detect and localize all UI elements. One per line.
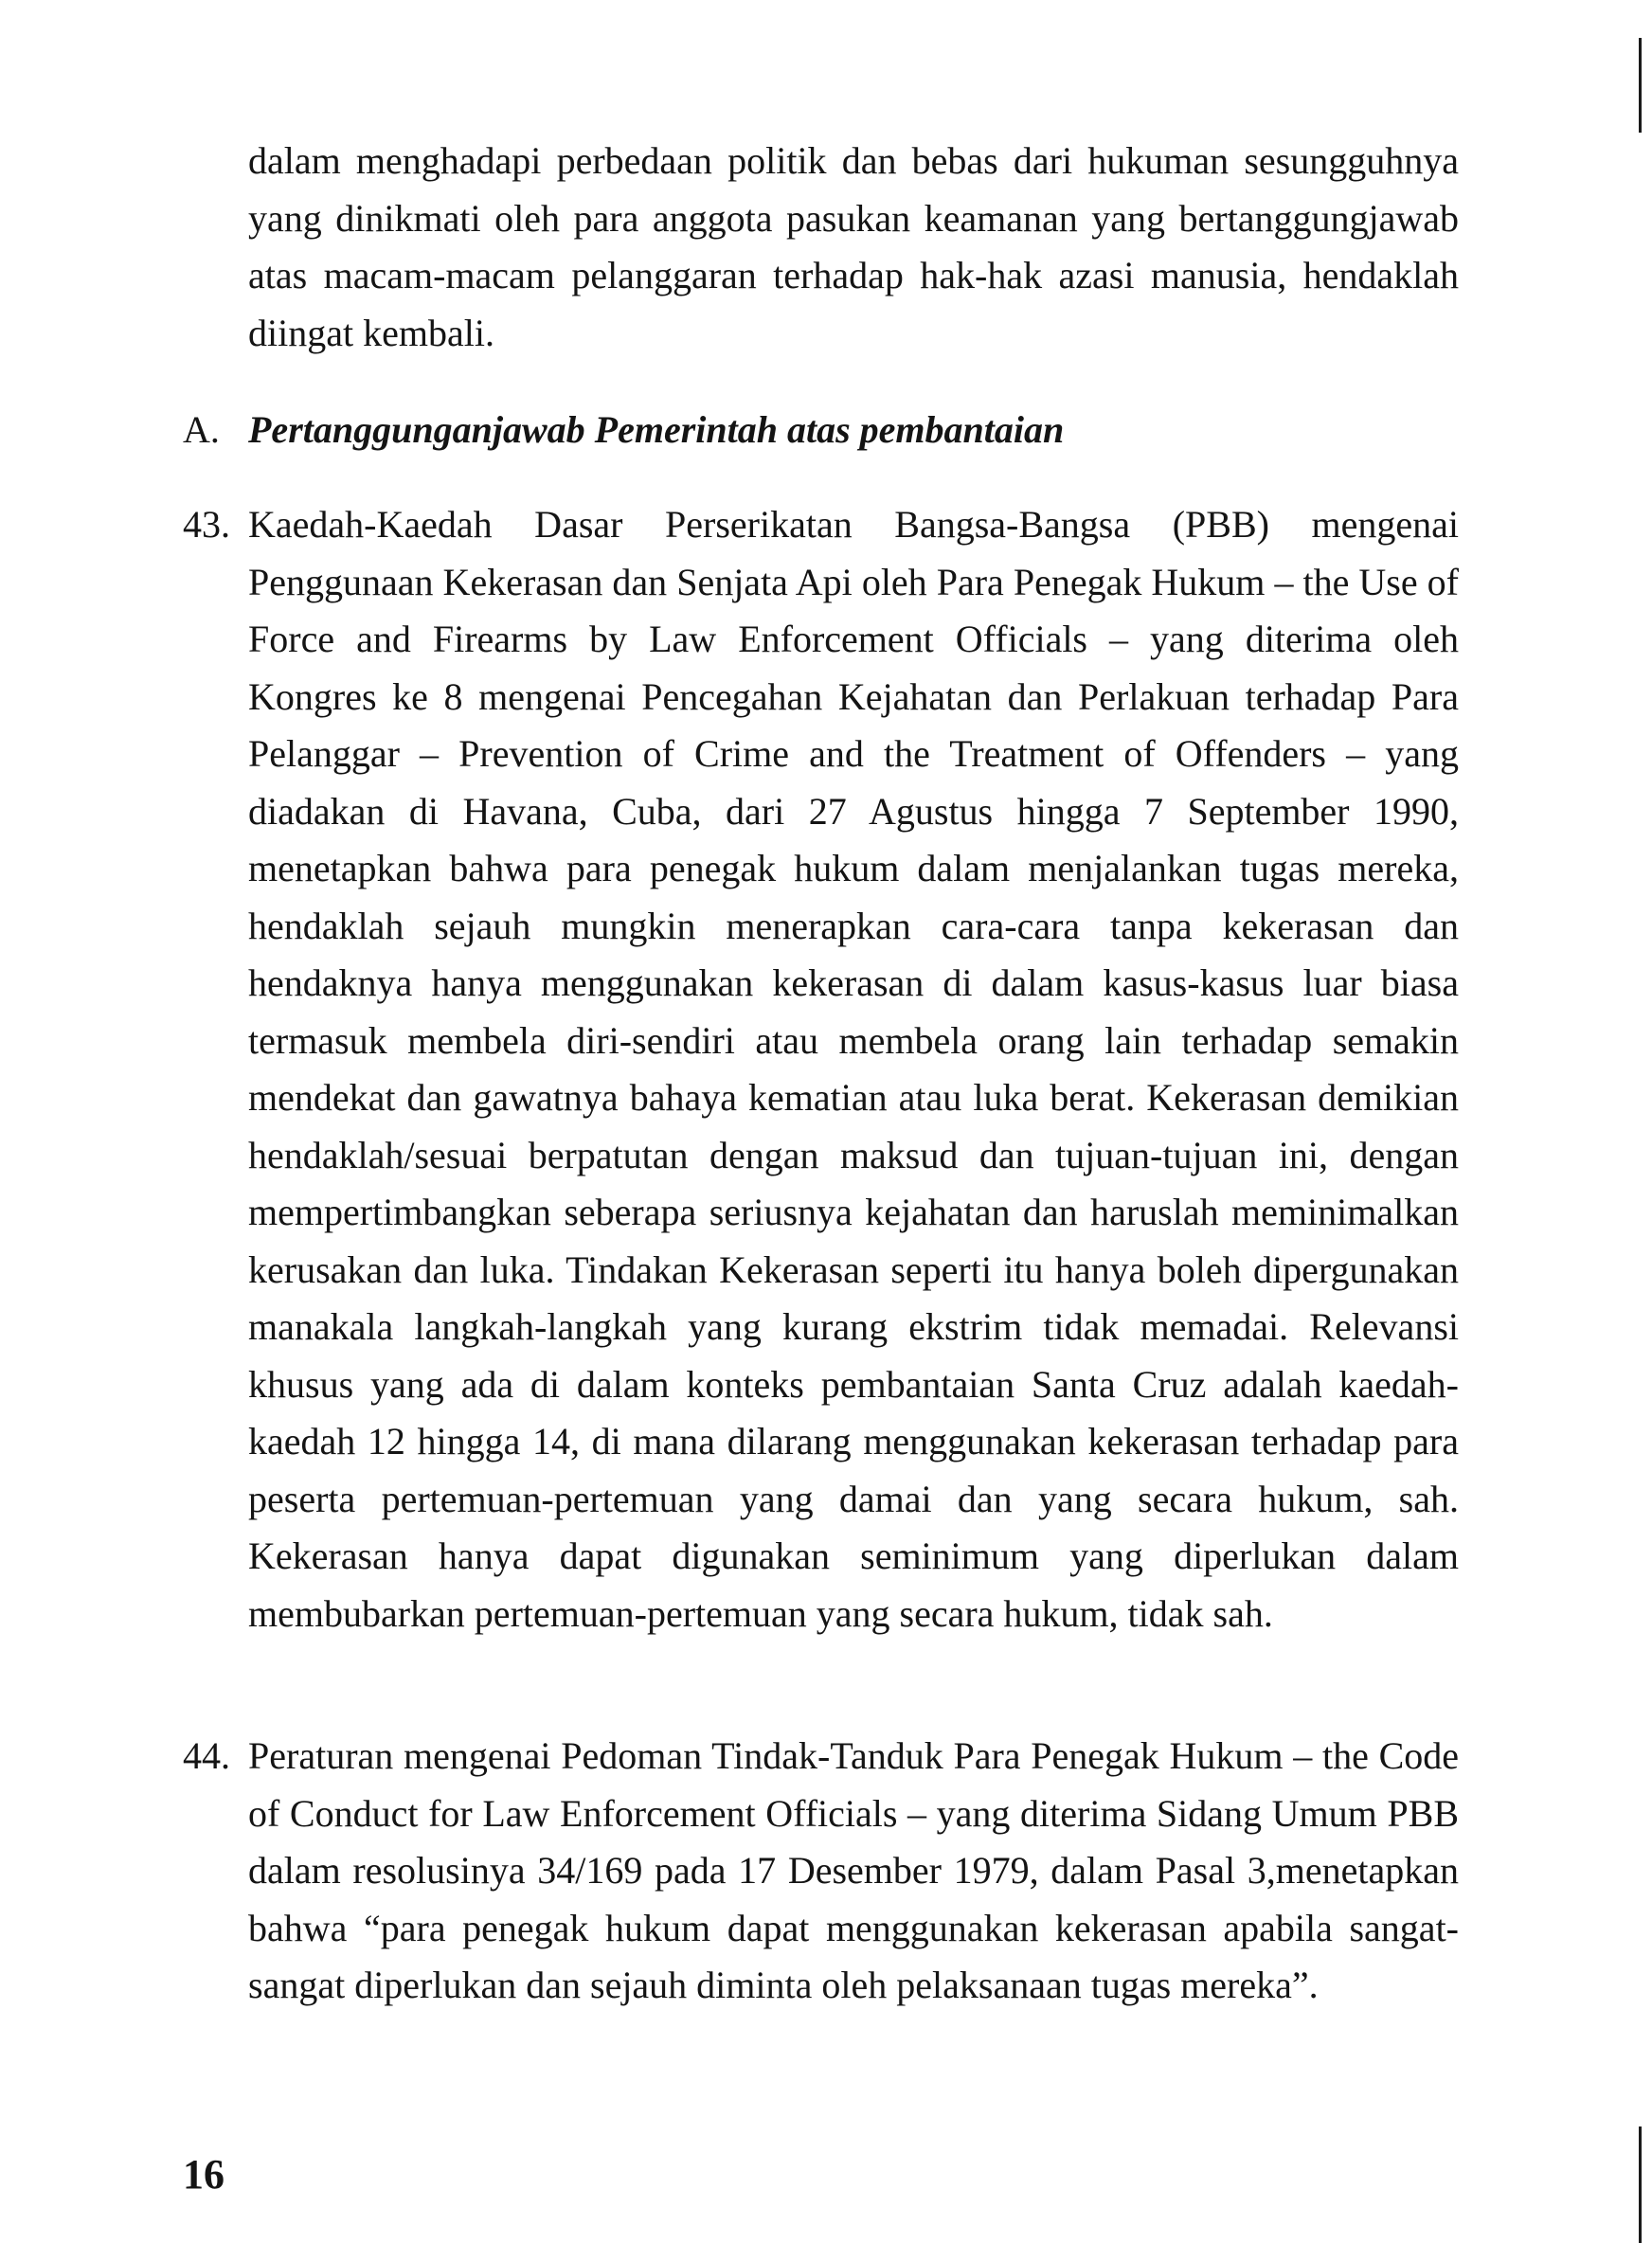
paragraph-number: 44. bbox=[183, 1734, 230, 1777]
paragraph-43 bbox=[183, 496, 1459, 1642]
section-title: Pertanggunganjawab Pemerintah atas pembantaian bbox=[248, 408, 1065, 451]
section-letter: A. bbox=[183, 408, 220, 451]
paragraph-44 bbox=[183, 1728, 1459, 2015]
scan-edge-mark-bottom bbox=[1639, 2126, 1642, 2243]
intro-paragraph: dalam menghadapi perbedaan politik dan bebas dari hukuman sesungguhnya yang dinikmati oleh para anggota pasukan keamanan yang bertanggungjawab atas macam-macam pelanggaran terhadap hak-hak azasi manusia, hendaklah diingat kembali. bbox=[248, 139, 1459, 354]
paragraph-text: Kaedah-Kaedah Dasar Perserikatan Bangsa-Bangsa (PBB) mengenai Penggunaan Kekerasan dan Senjata Api oleh Para Penegak Hukum – the Use of Force and Firearms by Law Enforcement Officials – yang diterima oleh Kongres ke 8 mengenai Pencegahan Kejahatan dan Perlakuan terhadap Para Pelanggar – Prevention of Crime and the Treatment of Offenders – yang diadakan di Havana, Cuba, dari 27 Agustus hingga 7 September 1990, menetapkan bahwa para penegak hukum dalam menjalankan tugas mereka, hendaklah sejauh mungkin menerapkan cara-cara tanpa kekerasan dan hendaknya hanya menggunakan kekerasan di dalam kasus-kasus luar biasa termasuk membela diri-sendiri atau membela orang lain terhadap semakin mendekat dan gawatnya bahaya kematian atau luka berat. Kekerasan demikian hendaklah/sesuai berpatutan dengan maksud dan tujuan-tujuan ini, dengan mempertimbangkan seberapa seriusnya kejahatan dan haruslah meminimalkan kerusakan dan luka. Tindakan Kekerasan seperti itu hanya boleh dipergunakan manakala langkah-langkah yang kurang ekstrim tidak memadai. Relevansi khusus yang ada di dalam konteks pembantaian Santa Cruz adalah kaedah-kaedah 12 hingga 14, di mana dilarang menggunakan kekerasan terhadap para peserta pertemuan-pertemuan yang damai dan yang secara hukum, sah. Kekerasan hanya dapat digunakan seminimum yang diperlukan dalam membubarkan pertemuan-pertemuan yang secara hukum, tidak sah. bbox=[248, 503, 1459, 1635]
section-heading bbox=[183, 402, 1064, 458]
scan-edge-mark-top bbox=[1639, 38, 1642, 133]
paragraph-number: 43. bbox=[183, 503, 230, 546]
paragraph-text: Peraturan mengenai Pedoman Tindak-Tanduk Para Penegak Hukum – the Code of Conduct for Law Enforcement Officials – yang diterima Sidang Umum PBB dalam resolusinya 34/169 pada 17 Desember 1979, dalam Pasal 3,menetapkan bahwa “para penegak hukum dapat menggunakan kekerasan apabila sangat-sangat diperlukan dan sejauh diminta oleh pelaksanaan tugas mereka”. bbox=[248, 1734, 1459, 2006]
page-number: 16 bbox=[183, 2151, 224, 2198]
